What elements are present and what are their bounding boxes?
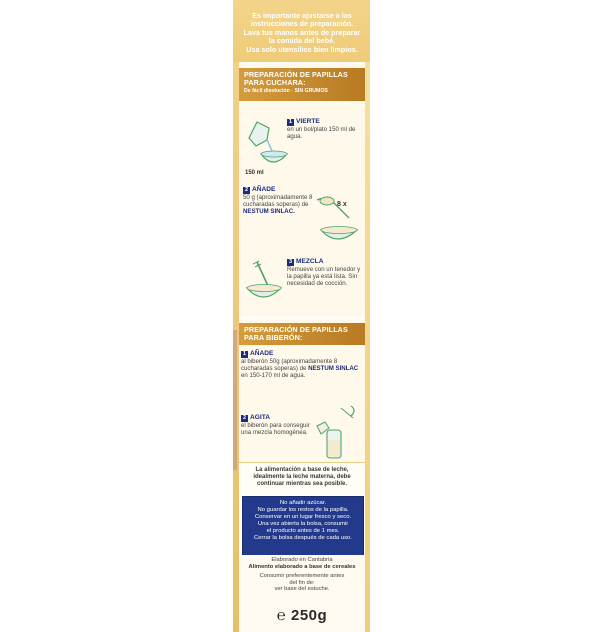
step-number: 1 — [242, 351, 247, 357]
package-side-panel — [233, 0, 370, 632]
title-line: PARA CUCHARA: — [244, 78, 306, 87]
product-info-area — [239, 555, 365, 632]
spoon-section-title — [239, 68, 365, 87]
warning-line: No guardar los restos de la papilla. — [257, 506, 349, 513]
step-number: 3 — [288, 259, 293, 265]
edge-tint — [233, 330, 237, 470]
step-text: 50 g (aproximadamente 8 cucharadas soperas) de — [243, 194, 313, 209]
step-title: VIERTE — [296, 118, 320, 125]
bottle-step-1 — [241, 350, 363, 380]
storage-warning-box — [242, 496, 364, 556]
section-divider — [239, 462, 365, 463]
mix-illustration — [243, 258, 285, 308]
bottle-content-icon — [328, 440, 340, 457]
step-title: AGITA — [250, 414, 271, 421]
step-number: 2 — [242, 415, 247, 421]
breastfeeding-note — [239, 467, 365, 488]
origin-text: Elaborado en Cantabria — [271, 557, 333, 563]
instruction-line: instrucciones de preparación. — [250, 19, 354, 29]
bottle-section-header — [239, 323, 365, 345]
note-line: idealmente la leche materna, debe — [253, 474, 351, 480]
step-text: el biberón para conseguir una mezcla homogénea. — [241, 422, 310, 437]
step-text: en 150-170 ml de agua. — [241, 372, 306, 380]
spoon-section-header — [239, 68, 365, 101]
step-number: 2 — [244, 187, 249, 193]
warning-line: Cerrar la bolsa después de cada uso. — [254, 534, 352, 541]
spoon-step-2 — [243, 186, 313, 216]
best-before-text: Consumir preferentemente antes — [259, 573, 345, 580]
warning-line: Una vez abierta la bolsa, consumir — [257, 520, 349, 527]
gold-edge-right — [365, 62, 370, 632]
hygiene-instructions — [241, 12, 363, 54]
measuring-jug-icon — [249, 122, 269, 146]
title-line: PARA BIBERÓN: — [244, 333, 303, 342]
spoon-step-1 — [287, 118, 363, 140]
spoon-cereal-icon — [320, 197, 334, 205]
instruction-line: Es importante ajustarse a las — [252, 11, 352, 20]
spoon-count-label: 8 x — [337, 201, 347, 208]
volume-label: 150 ml — [245, 170, 264, 176]
warning-line: Conservar en un lugar fresco y seco. — [254, 513, 352, 520]
title-line: PREPARACIÓN DE PAPILLAS — [244, 325, 348, 334]
note-line: La alimentación a base de leche, — [255, 467, 349, 473]
step-title: AÑADE — [252, 186, 276, 193]
bottle-step-2 — [241, 414, 313, 436]
best-before-text: del fin de: — [289, 579, 315, 586]
cereal-in-bowl-icon — [321, 227, 357, 234]
motion-arc-icon — [351, 406, 354, 416]
porridge-icon — [247, 285, 281, 292]
step-text: Remueve con un tenedor y la papilla ya está lista. Sin necesidad de cocción. — [287, 266, 361, 288]
warning-line: No añadir azúcar. — [279, 500, 327, 506]
bottle-section-title — [239, 323, 365, 342]
spoon-step-3 — [287, 258, 363, 288]
step-title: AÑADE — [250, 350, 274, 357]
step-number: 1 — [288, 119, 293, 125]
water-surface-icon — [261, 151, 287, 157]
net-weight: ℮ 250g — [276, 607, 328, 624]
product-name: NESTUM SINLAC. — [243, 208, 295, 216]
shake-bottle-illustration — [311, 404, 363, 462]
spoon-section-subtitle: De fácil disolución · SIN GRUMOS — [244, 88, 328, 94]
fork-icon — [257, 262, 269, 288]
product-type-text: Alimento elaborado a base de cereales — [248, 563, 356, 570]
instruction-line: la comida del bebé. — [268, 36, 336, 46]
best-before-text: ver base del estuche. — [274, 586, 330, 593]
warning-line: el producto antes de 1 mes. — [266, 527, 340, 534]
pour-water-illustration — [243, 118, 289, 178]
instruction-line: Lava tus manos antes de preparar — [243, 27, 361, 37]
step-text: en un bol/plato 150 ml de agua. — [287, 126, 356, 141]
step-text: al biberón 50g (aproximadamente 8 cucharadas soperas) de — [241, 358, 338, 373]
step-title: MEZCLA — [296, 258, 324, 265]
note-line: continuar mientras sea posible. — [256, 481, 348, 487]
product-name: NESTUM SINLAC — [308, 365, 359, 373]
fork-tines-icon — [253, 261, 261, 267]
add-cereal-illustration — [313, 192, 363, 250]
title-line: PREPARACIÓN DE PAPILLAS — [244, 70, 348, 79]
instruction-line: Usa solo utensilios bien limpios. — [246, 44, 358, 54]
motion-line-icon — [341, 408, 353, 418]
